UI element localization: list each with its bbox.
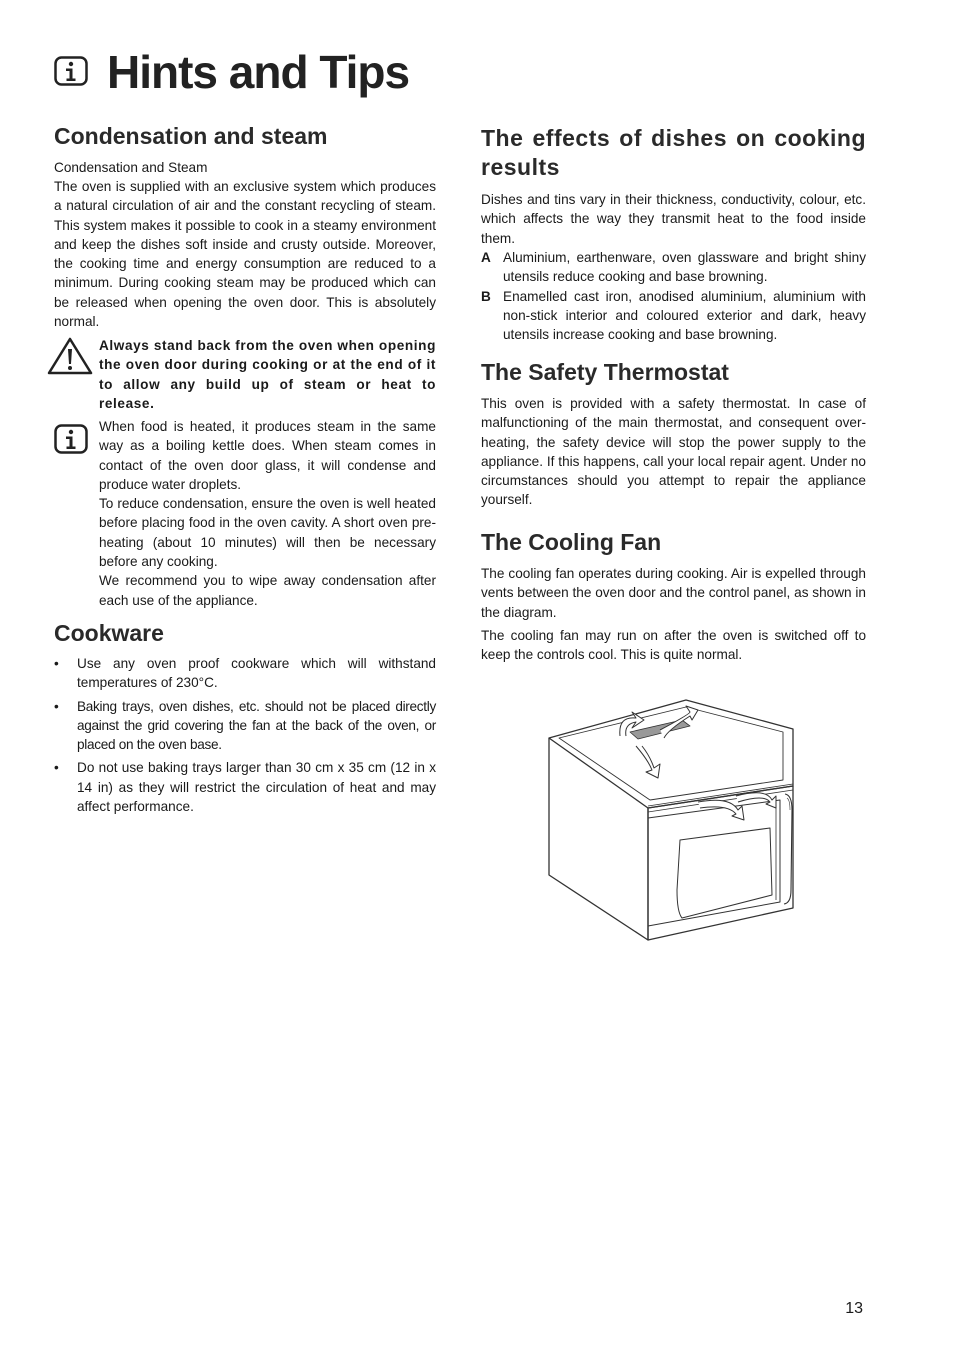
oven-diagram [540, 690, 800, 950]
cookware-list [54, 654, 436, 820]
warning-icon [47, 337, 93, 375]
cookware-heading: Cookware [54, 620, 164, 646]
list-item: A Aluminium, earthenware, oven glassware and bright shiny utensils reduce cooking and base browning. [481, 250, 866, 285]
warning-text: Always stand back from the oven when opening the oven door during cooking or at the end of it to allow any build up of steam or heat to release. [99, 338, 436, 411]
list-item: B Enamelled cast iron, anodised aluminium, aluminium with non-stick interior and coloured exterior and dark, heavy utensils increase cooking and base browning. [481, 288, 866, 343]
effects-list [481, 248, 866, 344]
info-icon [54, 424, 88, 454]
info-icon [54, 56, 88, 86]
effects-intro: Dishes and tins vary in their thickness, conductivity, colour, etc. which affects the way they transmit heat to the food inside them. [481, 192, 866, 246]
list-item: • Use any oven proof cookware which will withstand temperatures of 230°C. [54, 656, 436, 691]
effects-heading: The effects of dishes on cooking results [481, 125, 866, 180]
thermostat-text: This oven is provided with a safety thermostat. In case of malfunctioning of the main thermostat, and consequent over-heating, the safety device will stop the power supply to the appliance. If this happens, call your local repair agent. Under no circumstances should you attempt to repair the appliance yourself. [481, 396, 866, 508]
info-paragraph: When food is heated, it produces steam in the same way as a boiling kettle does. When steam comes in contact of the oven door glass, it will condense and produce water droplets. [99, 419, 436, 492]
cooling-fan-text: The cooling fan may run on after the oven is switched off to keep the controls cool. This is quite normal. [481, 628, 866, 663]
condensation-intro: The oven is supplied with an exclusive system which produces a natural circulation of air and the constant recycling of steam. This system makes it possible to cook in a steamy environment and keep the dishes soft inside and crusty outside. Moreover, the cooking time and energy consumption are reduced to a minimum. During cooking steam may be produced which can be released when opening the oven door. This is absolutely normal. [54, 179, 436, 330]
thermostat-heading: The Safety Thermostat [481, 359, 729, 385]
condensation-subheading: Condensation and Steam [54, 160, 208, 175]
cooling-fan-text: The cooling fan operates during cooking. Air is expelled through vents between the oven door and the control panel, as shown in the diagram. [481, 566, 866, 620]
condensation-heading: Condensation and steam [54, 123, 328, 149]
info-paragraph: We recommend you to wipe away condensation after each use of the appliance. [99, 573, 436, 608]
list-item: • Do not use baking trays larger than 30 cm x 35 cm (12 in x 14 in) as they will restrict the circulation of heat and may affect performance. [54, 760, 436, 815]
page-number: 13 [845, 1300, 863, 1317]
list-item: • Baking trays, oven dishes, etc. should not be placed directly against the grid covering the fan at the back of the oven, or placed on the oven base. [54, 698, 436, 753]
page-title: Hints and Tips [107, 46, 410, 98]
cooling-fan-heading: The Cooling Fan [481, 529, 662, 555]
info-block [99, 417, 436, 610]
info-paragraph: To reduce condensation, ensure the oven is well heated before placing food in the oven cavity. A short oven pre-heating (about 10 minutes) will then be necessary before any cooking. [99, 496, 436, 570]
